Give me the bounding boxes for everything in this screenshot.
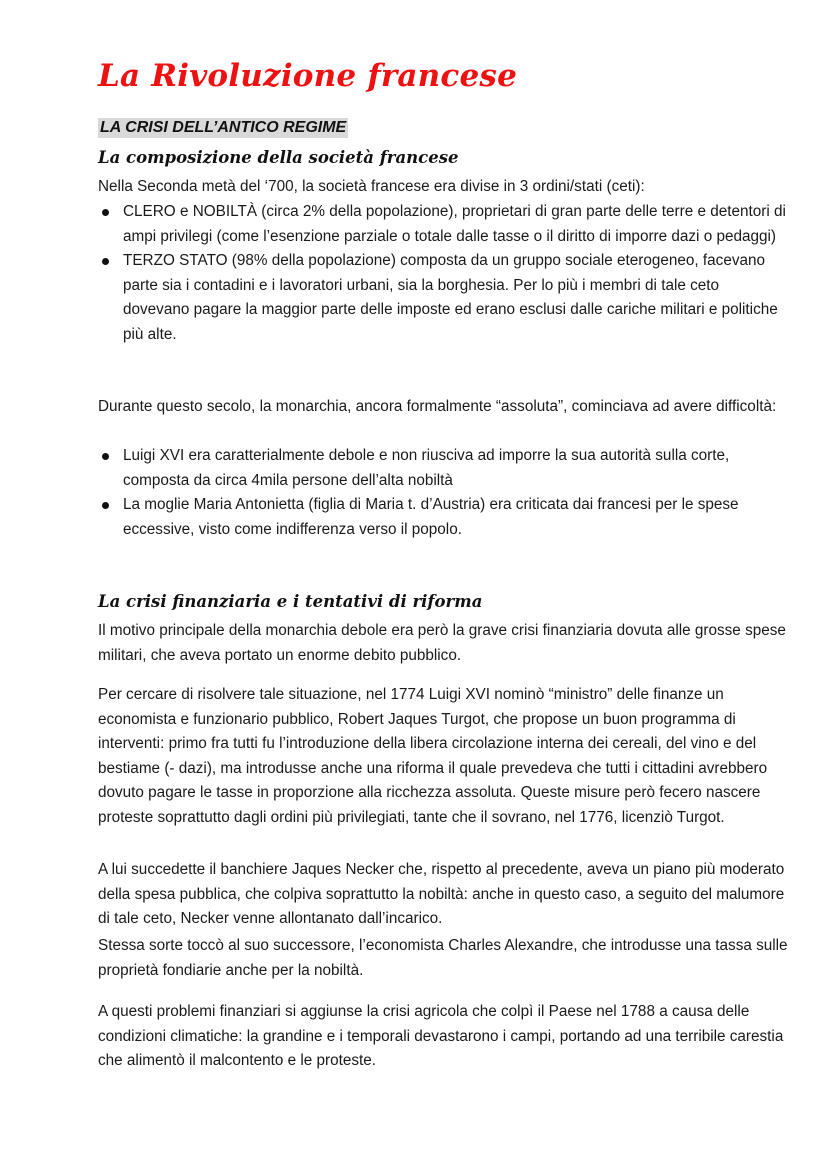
- section-heading: LA CRISI DELL’ANTICO REGIME: [100, 119, 347, 136]
- social-orders-list: [98, 200, 788, 348]
- financial-crisis-paragraph: Il motivo principale della monarchia debole era però la grave crisi finanziaria dovuta alle grosse spese militari, che aveva portato un enorme debito pubblico.: [98, 622, 786, 664]
- monarchy-paragraph: Durante questo secolo, la monarchia, ancora formalmente “assoluta”, cominciava ad avere difficoltà:: [98, 398, 777, 415]
- subsection-title-society: La composizione della società francese: [98, 148, 459, 167]
- list-item-clergy-nobility: CLERO e NOBILTÀ (circa 2% della popolazione), proprietari di gran parte delle terre e detentori di ampi privilegi (come l’esenzione parziale o totale dalle tasse o il diritto di imporre dazi o pedaggi): [98, 200, 788, 249]
- subsection-title-financial-crisis: La crisi finanziaria e i tentativi di riforma: [98, 592, 483, 611]
- monarchy-difficulties-list: [98, 444, 788, 542]
- alexandre-paragraph: Stessa sorte toccò al suo successore, l’economista Charles Alexandre, che introdusse una tassa sulle proprietà fondiarie anche per la nobiltà.: [98, 937, 788, 979]
- list-item-marie-antoinette: La moglie Maria Antonietta (figlia di Maria t. d’Austria) era criticata dai francesi per le spese eccessive, visto come indifferenza verso il popolo.: [98, 493, 788, 542]
- document-title: La Rivoluzione francese: [98, 58, 517, 94]
- turgot-paragraph: Per cercare di risolvere tale situazione, nel 1774 Luigi XVI nominò “ministro” delle finanze un economista e funzionario pubblico, Robert Jaques Turgot, che propose un buon programma di interventi: primo fra tutti fu l’introduzione della libera circolazione interna dei cereali, del vino e del bestiame (- dazi), ma introdusse anche una riforma il quale prevedeva che tutti i cittadini avrebbero dovuto pagare le tasse in proporzione alla ricchezza assoluta. Queste misure però fecero nascere proteste soprattutto dagli ordini più privilegiati, tante che il sovrano, nel 1776, licenziò Turgot.: [98, 686, 768, 826]
- necker-paragraph: A lui succedette il banchiere Jaques Necker che, rispetto al precedente, aveva un piano più moderato della spesa pubblica, che colpiva soprattutto la nobiltà: anche in questo caso, a seguito del malumore di tale ceto, Necker venne allontanato dall’incarico.: [98, 861, 785, 928]
- intro-paragraph: Nella Seconda metà del ‘700, la società francese era divise in 3 ordini/stati (ceti):: [98, 178, 645, 195]
- list-item-third-estate: TERZO STATO (98% della popolazione) composta da un gruppo sociale eterogeneo, facevano parte sia i contadini e i lavoratori urbani, sia la borghesia. Per lo più i membri di tale ceto dovevano pagare la maggior parte delle imposte ed erano esclusi dalle cariche militari e politiche più alte.: [98, 249, 788, 347]
- list-item-louis-xvi: Luigi XVI era caratterialmente debole e non riusciva ad imporre la sua autorità sulla corte, composta da circa 4mila persone dell’alta nobiltà: [98, 444, 788, 493]
- agricultural-crisis-paragraph: A questi problemi finanziari si aggiunse la crisi agricola che colpì il Paese nel 1788 a causa delle condizioni climatiche: la grandine e i temporali devastarono i campi, portando ad una terribile carestia che alimentò il malcontento e le proteste.: [98, 1003, 784, 1070]
